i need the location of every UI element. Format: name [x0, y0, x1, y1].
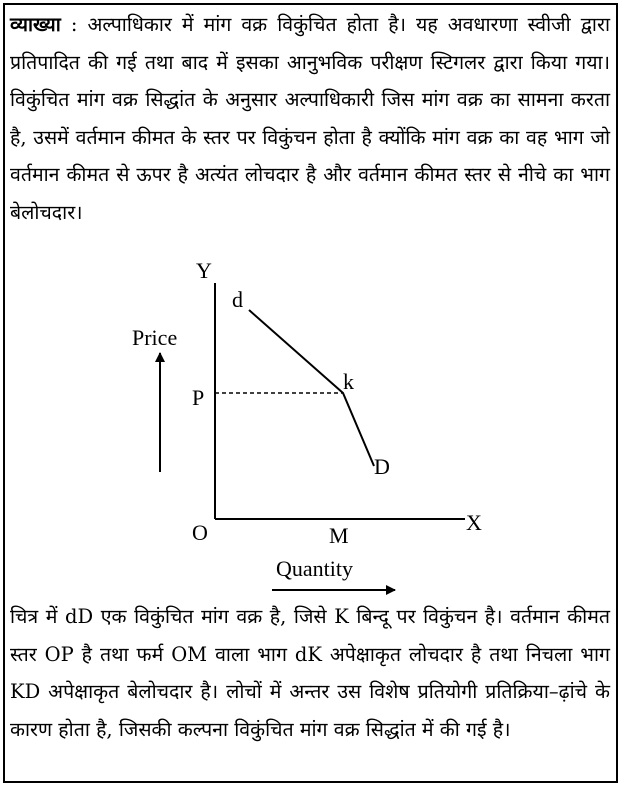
- price-label: Price: [132, 325, 178, 350]
- point-d-upper-label: d: [232, 287, 243, 312]
- x-axis-label: X: [466, 510, 482, 535]
- point-k-label: k: [343, 369, 354, 394]
- kinked-demand-curve: [249, 310, 374, 466]
- point-m-label: M: [329, 523, 349, 548]
- y-axis-label: Y: [196, 258, 212, 283]
- explanation-label: व्याख्या: [10, 13, 61, 36]
- quantity-label: Quantity: [276, 556, 353, 581]
- explanation-text: : अल्पाधिकार में मांग वक्र विकुंचित होता है। यह अवधारणा स्वीजी द्वारा प्रतिपादित की गई तथा बाद में इसका आनुभविक परीक्षण स्टिगलर द्वारा किया गया। विकुंचित मांग वक्र सिद्धांत के अनुसार अल्पाधिकारी जिस मांग वक्र का सामना करता है, उसमें वर्तमान कीमत के स्तर पर विकुंचन होता है क्योंकि मांग वक्र का वह भाग जो वर्तमान कीमत से ऊपर है अत्यंत लोचदार है और वर्तमान कीमत स्तर से नीचे का भाग बेलोचदार।: [10, 13, 610, 224]
- description-paragraph: चित्र में dD एक विकुंचित मांग वक्र है, जिसे K बिन्दू पर विकुंचन है। वर्तमान कीमत स्तर OP है तथा फर्म OM वाला भाग dK अपेक्षाकृत लोचदार है तथा निचला भाग KD अपेक्षाकृत बेलोचदार है। लोचों में अन्तर उस विशेष प्रतियोगी प्रतिक्रिया–ढ़ांचे के कारण होता है, जिसकी कल्पना विकुंचित मांग वक्र सिद्धांत में की गई है।: [10, 605, 611, 741]
- point-d-lower-label: D: [374, 454, 390, 479]
- origin-label: O: [192, 520, 208, 545]
- point-p-label: P: [192, 385, 205, 410]
